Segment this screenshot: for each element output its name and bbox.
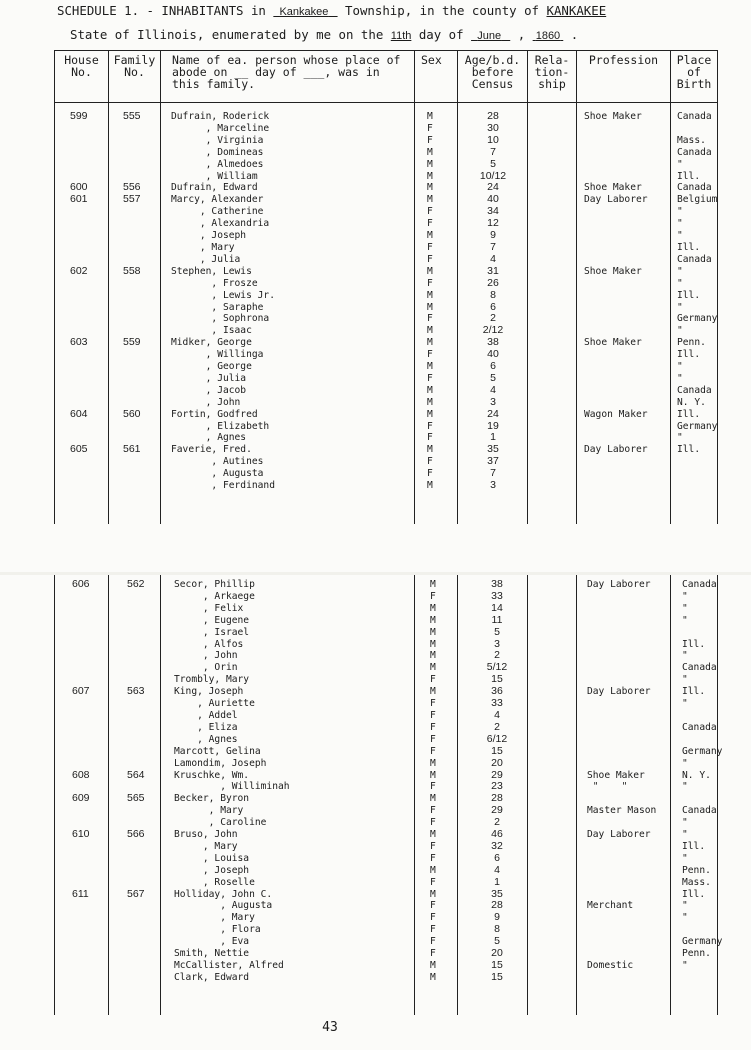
col-line-age — [527, 50, 528, 524]
year-separator: , — [517, 27, 526, 42]
col-line-name-lower — [414, 575, 415, 1015]
township-value — [273, 6, 337, 18]
table-header-border — [54, 102, 718, 103]
ages-section-2: 38 33 14 11 5 3 2 5/12 15 36 33 4 2 6/12 15 20 29 23 28 29 2 46 32 6 4 1 35 28 9 8 5 20 15 15 — [486, 578, 508, 983]
table-top-border — [54, 50, 718, 51]
column-header-house: House No. — [64, 53, 99, 79]
house-numbers-section-2: 606 607 608 609 610 611 — [72, 578, 90, 900]
col-line-family — [160, 50, 161, 524]
day-value — [391, 27, 412, 42]
col-line-profession — [670, 50, 671, 524]
township-name: Kankakee — [279, 6, 329, 18]
column-header-family: Family No. — [113, 53, 156, 79]
county-value: KANKAKEE — [546, 3, 607, 18]
page-fold — [0, 572, 751, 575]
family-numbers-section-2: 562 563 564 565 566 567 — [127, 578, 145, 900]
month-value — [471, 30, 510, 42]
state-line — [70, 27, 578, 42]
column-header-relationship: Rela- tion- ship — [534, 53, 570, 91]
col-line-profession-lower — [670, 575, 671, 1015]
professions-section-1: Shoe Maker Shoe Maker Day Laborer Shoe Maker Shoe Maker Wagon Maker Day Laborer — [584, 111, 648, 456]
state-label: State of Illinois, enumerated by me on the — [70, 27, 384, 42]
professions-section-2: Day Laborer Day Laborer Shoe Maker " " Master Mason Day Laborer Merchant Domestic — [587, 579, 657, 971]
family-numbers-section-1: 555 556 557 558 559 560 561 — [123, 110, 141, 456]
names-section-1: Dufrain, Roderick , Marceline , Virginia , Domineas , Almedoes , William Dufrain, Edward Marcy, Alexander , Catherine , Alexandria , Joseph , Mary , Julia Stephen, Lewis , Frosze , Lewis Jr. , Saraphe , Sophrona , Isaac Midker, George , Willinga , George , Julia , Jacob , John Fortin, Godfred , Elizabeth , Agnes Faverie, Fred. , Autines , Augusta , Ferdinand — [171, 111, 275, 492]
names-section-2: Secor, Phillip , Arkaege , Felix , Eugene , Israel , Alfos , John , Orin Trombly, Mary King, Joseph , Auriette , Addel , Eliza , Agnes Marcott, Gelina Lamondim, Joseph Kruschke, Wm. , Williminah Becker, Byron , Mary , Caroline Bruso, John , Mary , Louisa , Joseph , Roselle Holliday, John C. , Augusta , Mary , Flora , Eva Smith, Nettie McCallister, Alfred Clark, Edward — [174, 579, 290, 983]
page-number: 43 — [322, 1020, 338, 1035]
col-line-relationship — [576, 50, 577, 524]
township-suffix: Township, in the county of — [345, 3, 540, 18]
schedule-title-line — [57, 3, 606, 18]
col-line-left-lower — [54, 575, 55, 1015]
birthplaces-section-1: Canada Mass. Canada " Ill. Canada Belgium " " " Ill. Canada " " Ill. " Germany " Penn. Ill. " " Canada N. Y. Ill. Germany " Ill. — [677, 111, 718, 456]
birthplaces-section-2: Canada " " " Ill. " Canada " Ill. " Canada Germany " N. Y. " Canada " " Ill. " Penn. Mass. Ill. " " Germany Penn. " — [682, 579, 723, 971]
col-line-relationship-lower — [576, 575, 577, 1015]
day-number: 11th — [390, 30, 412, 42]
col-line-house — [108, 50, 109, 524]
year-value — [533, 30, 564, 42]
year-number: 1860 — [535, 30, 561, 42]
ages-section-1: 28 30 10 7 5 10/12 24 40 34 12 9 7 4 31 26 8 6 2 2/12 38 40 6 5 4 3 24 19 1 35 37 7 3 — [479, 110, 507, 492]
col-line-sex — [457, 50, 458, 524]
header-end-dot: . — [570, 27, 579, 42]
column-header-sex: Sex — [421, 53, 442, 67]
col-line-family-lower — [160, 575, 161, 1015]
month-name: June — [477, 30, 502, 42]
col-line-house-lower — [108, 575, 109, 1015]
column-header-age: Age/b.d. before Census — [464, 53, 521, 91]
day-of-label: day of — [418, 27, 464, 42]
col-line-sex-lower — [457, 575, 458, 1015]
house-numbers-section-1: 599 600 601 602 603 604 605 — [70, 110, 88, 456]
sex-section-1: M F F M M M M M F F M F F M F M M F M M F M F M M M F F M F F M — [427, 111, 433, 492]
sex-section-2: M F M M M M M M F M F F F F F M M F M F F M F F M F M F F F F F M M — [430, 579, 436, 983]
column-header-profession: Profession — [588, 53, 659, 67]
schedule-label: SCHEDULE 1. - INHABITANTS in — [57, 3, 266, 18]
column-header-name: Name of ea. person whose place of abode on __ day of ___, was in this family. — [172, 53, 401, 91]
col-line-left — [54, 50, 55, 524]
col-line-age-lower — [527, 575, 528, 1015]
col-line-name — [414, 50, 415, 524]
column-header-birth: Place of Birth — [676, 53, 712, 91]
